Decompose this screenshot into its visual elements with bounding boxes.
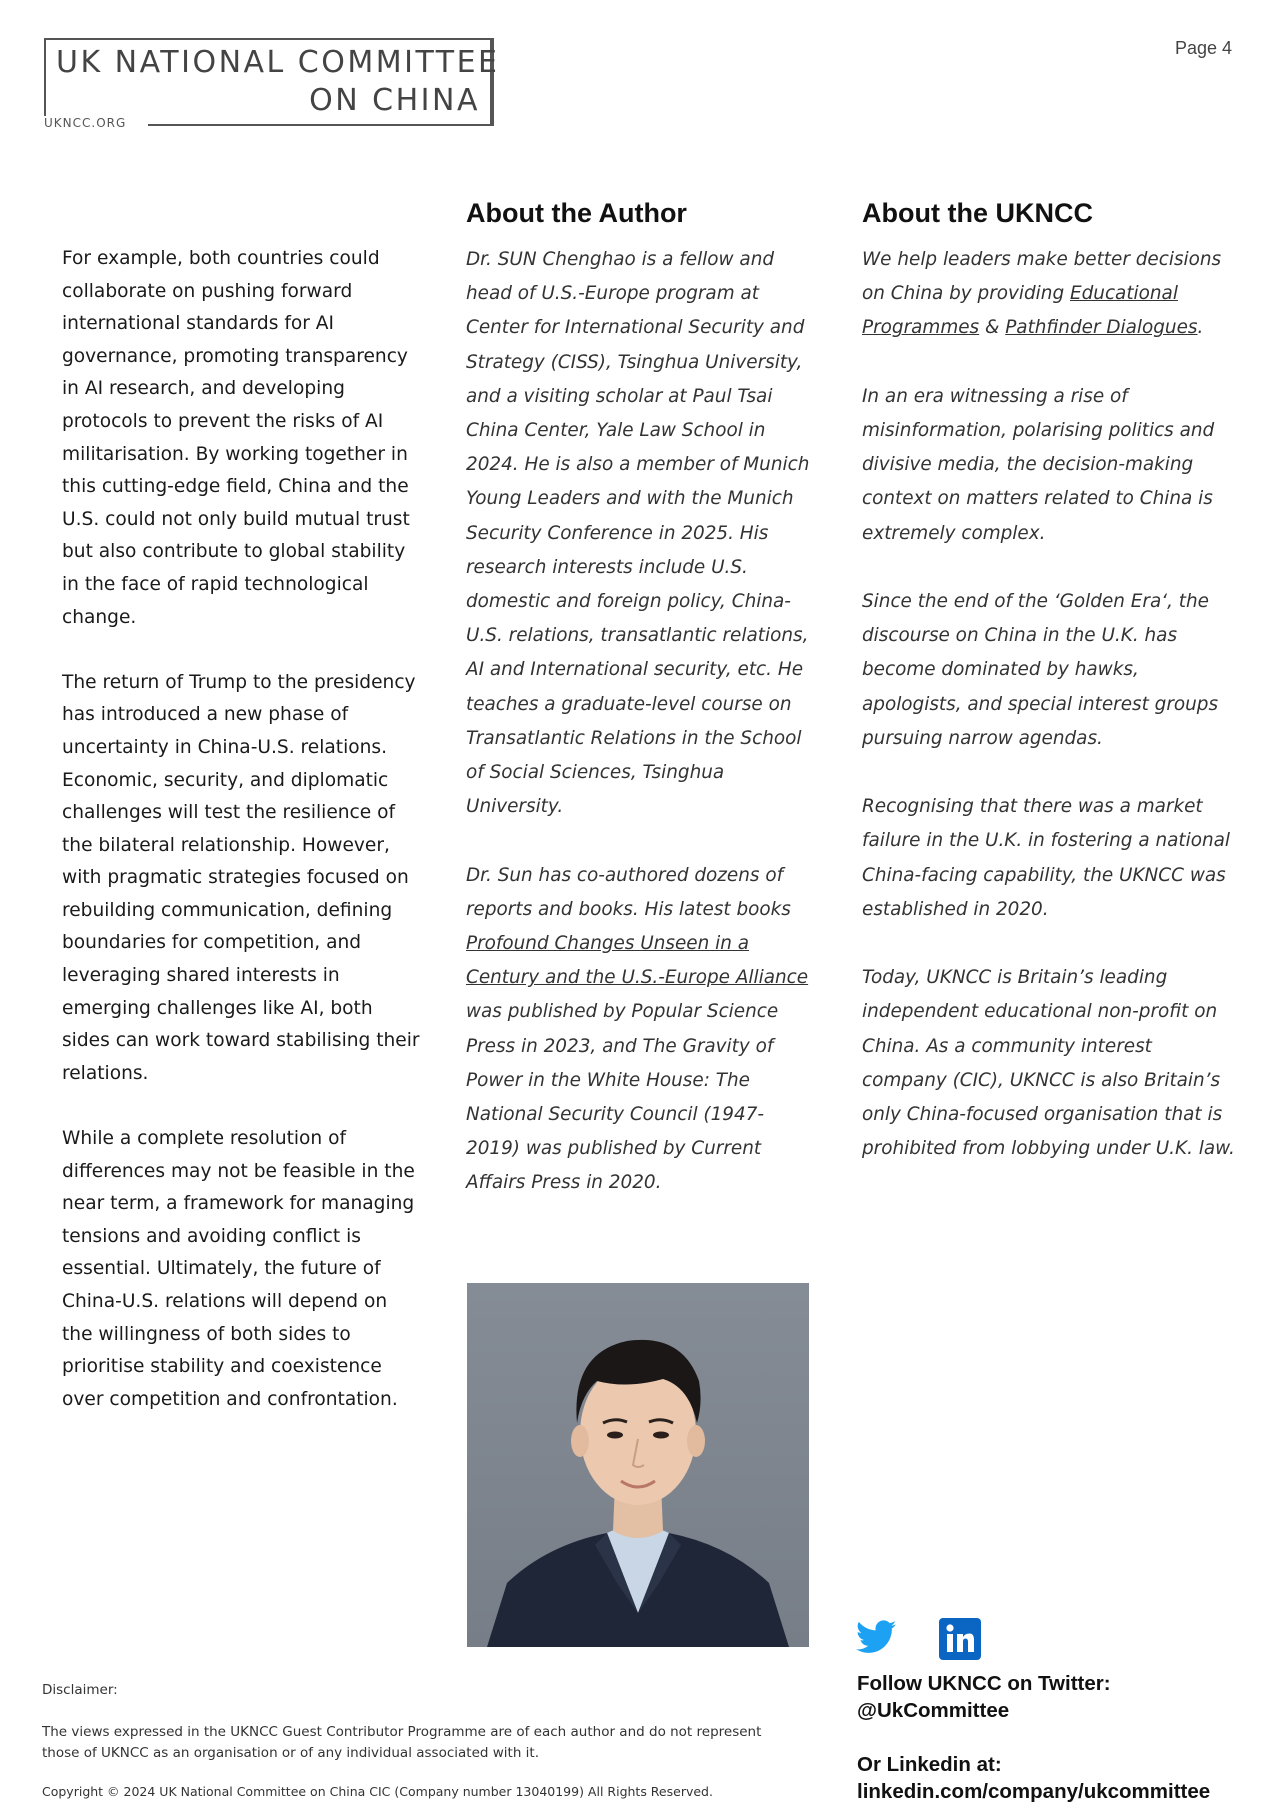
ukncc-paragraph: In an era witnessing a rise of misinformation, polarising politics and divisive media, the decision-making context on matters related to China is extremely complex. bbox=[862, 385, 1215, 544]
article-paragraph: The return of Trump to the presidency has introduced a new phase of uncertainty in China-U.S. relations. Economic, security, and diplomatic challenges will test the resilience of the bilateral relationship. However, with pragmatic strategies focused on rebuilding communication, defining boundaries for competition, and leveraging shared interests in emerging challenges like AI, both sides can work toward stabilising their relations. bbox=[62, 671, 420, 1084]
ukncc-intro-text: We help leaders make better decisions on China by providing bbox=[862, 249, 1222, 305]
twitter-handle[interactable]: @UkCommittee bbox=[857, 1699, 1010, 1722]
twitter-icon[interactable] bbox=[856, 1620, 896, 1654]
author-portrait bbox=[467, 1283, 809, 1647]
twitter-label: Follow UKNCC on Twitter: bbox=[857, 1672, 1111, 1695]
ukncc-intro bbox=[862, 243, 1242, 346]
copyright: Copyright © 2024 UK National Committee on China CIC (Company number 13040199) All Rights Reserved. bbox=[42, 1784, 713, 1799]
ukncc-paragraph: Recognising that there was a market failure in the U.K. in fostering a national China-facing capability, the UKNCC was established in 2020. bbox=[862, 796, 1230, 920]
linkedin-icon[interactable] bbox=[939, 1618, 981, 1660]
about-ukncc-heading: About the UKNCC bbox=[862, 198, 1093, 228]
ampersand: & bbox=[985, 317, 1000, 339]
logo-text-line2: ON CHINA bbox=[309, 83, 480, 118]
logo-url: UKNCC.ORG bbox=[44, 116, 132, 130]
intro-period: . bbox=[1197, 317, 1204, 339]
article-column bbox=[62, 243, 422, 1449]
follow-block bbox=[857, 1670, 1257, 1805]
author-books bbox=[466, 859, 816, 1201]
article-paragraph: For example, both countries could collaborate on pushing forward international standards for AI governance, promoting transparency in AI research, and developing protocols to prevent the risks of AI militarisation. By working together in this cutting-edge field, China and the U.S. could not only build mutual trust but also contribute to global stability in the face of rapid technological change. bbox=[62, 248, 410, 628]
ukncc-paragraph: Today, UKNCC is Britain’s leading independent educational non-profit on China. As a community interest company (CIC), UKNCC is also Britain’s only China-focused organisation that is prohibited from lobbying under U.K. law. bbox=[862, 967, 1235, 1160]
educational-programmes-link[interactable]: Educational Programmes bbox=[862, 283, 1178, 339]
linkedin-label: Or Linkedin at: bbox=[857, 1753, 1002, 1776]
page-number: Page 4 bbox=[1174, 38, 1232, 58]
disclaimer bbox=[42, 1682, 802, 1764]
disclaimer-text: The views expressed in the UKNCC Guest Contributor Programme are of each author and do not represent those of UKNCC as an organisation or of any individual associated with it. bbox=[42, 1724, 762, 1761]
pathfinder-dialogues-link[interactable]: Pathfinder Dialogues bbox=[1005, 317, 1198, 339]
about-author-heading: About the Author bbox=[466, 198, 687, 228]
author-portrait-illustration bbox=[467, 1283, 809, 1647]
twitter-bird-icon bbox=[856, 1620, 896, 1654]
books-intro: Dr. Sun has co-authored dozens of reports and books. His latest books bbox=[466, 864, 791, 920]
book-link[interactable]: Profound Changes Unseen in a Century and the U.S.-Europe Alliance bbox=[466, 933, 809, 989]
logo-frame-bottom bbox=[148, 124, 492, 126]
books-outro: was published by Popular Science Press in 2023, and The Gravity of Power in the White House: The National Security Council (1947-2019) was published by Current Affairs Press in 2020. bbox=[466, 1001, 779, 1194]
linkedin-url[interactable]: linkedin.com/company/ukcommittee bbox=[857, 1780, 1211, 1803]
about-author-section bbox=[466, 198, 816, 1235]
about-ukncc-section bbox=[862, 198, 1242, 1201]
disclaimer-label: Disclaimer: bbox=[42, 1682, 118, 1698]
article-paragraph: While a complete resolution of differences may not be feasible in the near term, a framework for managing tensions and avoiding conflict is essential. Ultimately, the future of China-U.S. relations will depend on the willingness of both sides to prioritise stability and coexistence over competition and confrontation. bbox=[62, 1128, 415, 1410]
logo-text-line1: UK NATIONAL COMMITTEE bbox=[56, 45, 500, 80]
ukncc-paragraph: Since the end of the ‘Golden Era‘, the discourse on China in the U.K. has become dominated by hawks, apologists, and special interest groups pursuing narrow agendas. bbox=[862, 591, 1219, 749]
ukncc-logo bbox=[44, 38, 500, 130]
author-bio: Dr. SUN Chenghao is a fellow and head of U.S.-Europe program at Center for International Security and Strategy (CISS), Tsinghua University, and a visiting scholar at Paul Tsai China Center, Yale Law School in 2024. He is also a member of Munich Young Leaders and with the Munich Security Conference in 2025. His research interests include U.S. domestic and foreign policy, China-U.S. relations, transatlantic relations, AI and International security, etc. He teaches a graduate-level course on Transatlantic Relations in the School of Social Sciences, Tsinghua University. bbox=[466, 249, 810, 818]
linkedin-logo-icon bbox=[939, 1618, 981, 1660]
